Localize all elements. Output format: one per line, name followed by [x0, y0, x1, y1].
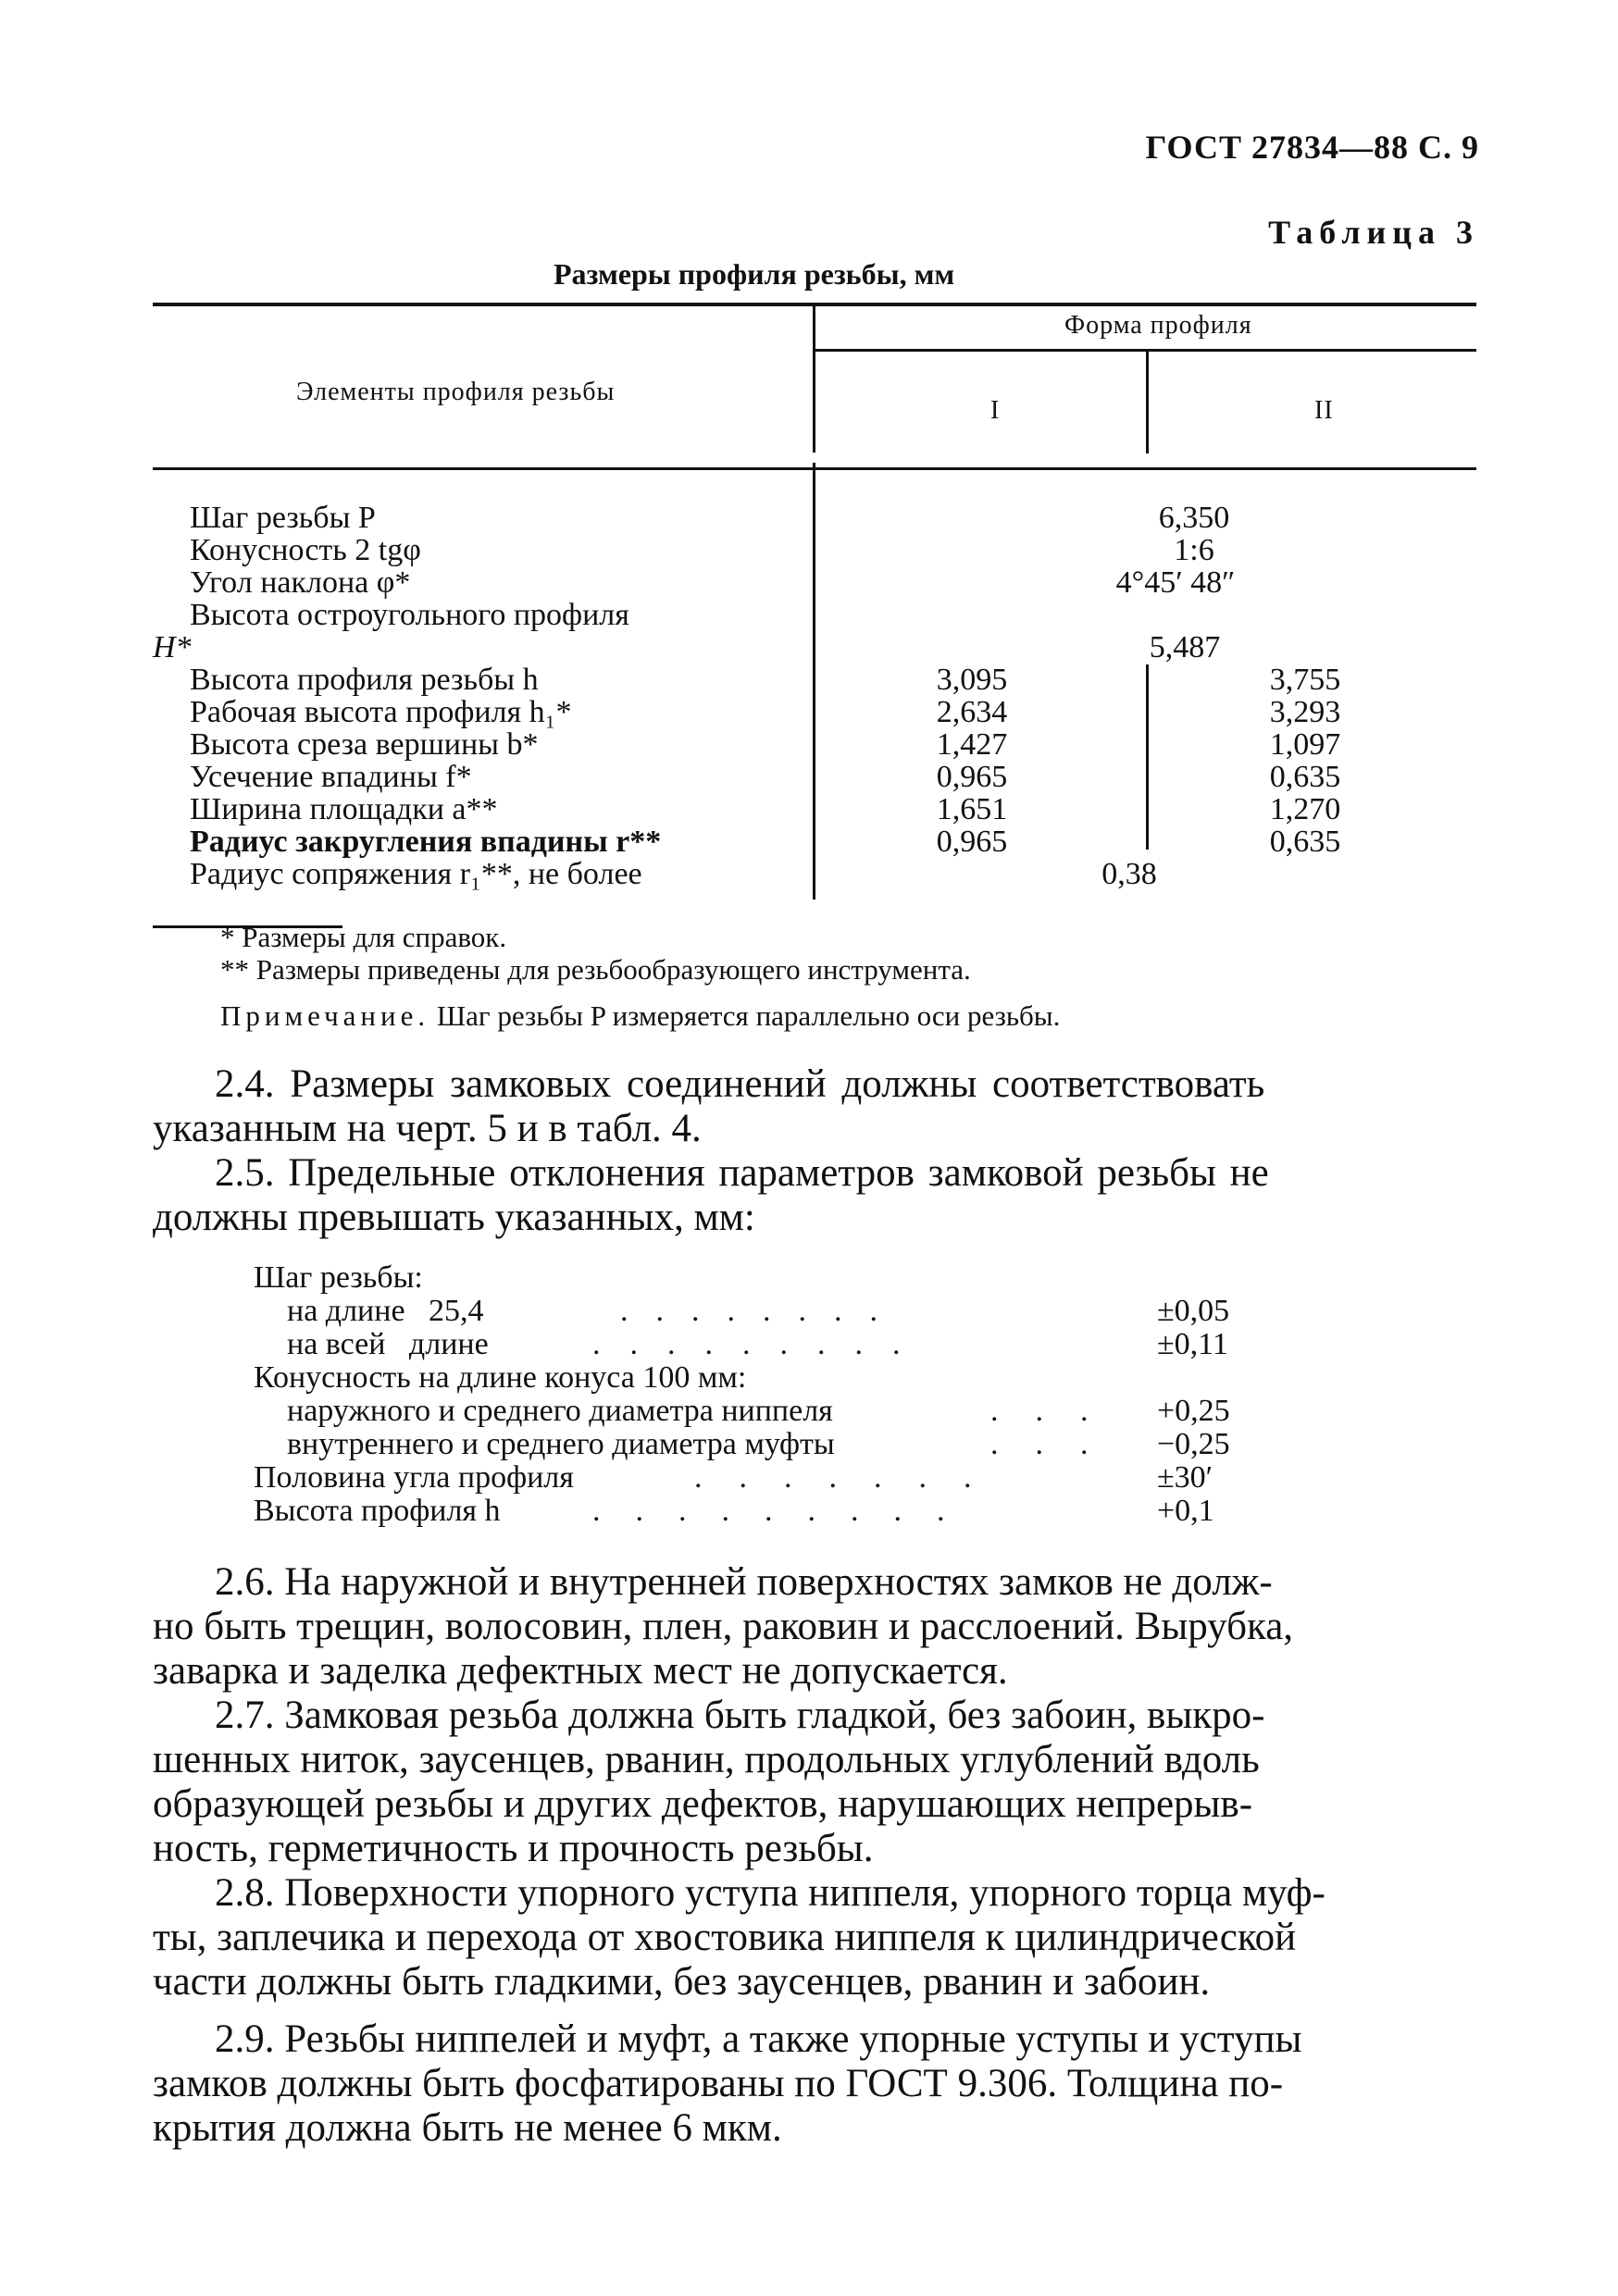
leader-dots: ....... [694, 1460, 1009, 1495]
page-header: ГОСТ 27834—88 С. 9 [1145, 129, 1479, 166]
tolerance-label: на длине 25,4 [287, 1294, 484, 1328]
row-value-I: 3,095 [936, 663, 1008, 697]
row-name: Рабочая высота профиля h₁* [190, 695, 572, 729]
clause-2-5-line-2: должны превышать указанных, мм: [153, 1196, 755, 1239]
row-common-value: 5,487 [1149, 630, 1221, 664]
clause-2-9-line-3: крытия должна быть не менее 6 мкм. [153, 2106, 782, 2150]
clause-2-8-line-2: ты, заплечика и перехода от хвостовика ниппеля к цилиндрической [153, 1916, 1297, 1959]
row-value-I: 0,965 [936, 825, 1008, 859]
body-column-divider [1146, 664, 1149, 850]
row-value-II: 0,635 [1269, 825, 1341, 859]
tolerance-label: Половина угла профиля [254, 1460, 574, 1495]
clause-2-7-line-1: 2.7. Замковая резьба должна быть гладкой, без забоин, выкро- [215, 1694, 1265, 1737]
table-main-divider [813, 303, 815, 453]
tolerance-label: Высота профиля h [254, 1494, 501, 1528]
row-name-cont: H* [153, 630, 192, 664]
row-value-II: 1,270 [1269, 792, 1341, 826]
row-name: Высота остроугольного профиля [190, 598, 629, 632]
row-name: Усечение впадины f* [190, 760, 472, 794]
row-value-II: 3,293 [1269, 695, 1341, 729]
row-name: Радиус закругления впадины r** [190, 825, 662, 859]
clause-2-4-line-2: указанным на черт. 5 и в табл. 4. [153, 1107, 702, 1150]
row-common-value: 6,350 [1158, 501, 1230, 535]
clause-2-9-line-2: замков должны быть фосфатированы по ГОСТ 9.306. Толщина по- [153, 2062, 1284, 2105]
footnote-2: ** Размеры приведены для резьбообразующего инструмента. [220, 953, 971, 986]
clause-2-6-line-2: но быть трещин, волосовин, плен, раковин и расслоений. Вырубка, [153, 1605, 1294, 1648]
row-name: Шаг резьбы P [190, 501, 376, 535]
table-note [220, 999, 1060, 1033]
form-column-divider [1146, 352, 1149, 453]
tolerance-label: Конусность на длине конуса 100 мм: [254, 1360, 747, 1395]
row-name: Радиус сопряжения r₁**, не более [190, 857, 642, 891]
row-name: Ширина площадки a** [190, 792, 498, 826]
row-value-I: 0,965 [936, 760, 1008, 794]
row-name: Высота среза вершины b* [190, 727, 539, 762]
tolerance-label: наружного и среднего диаметра ниппеля [287, 1394, 833, 1428]
leader-dots: ........ [620, 1294, 905, 1328]
clause-2-8-line-3: части должны быть гладкими, без заусенцев, рванин и забоин. [153, 1960, 1211, 2004]
row-name: Конусность 2 tgφ [190, 533, 421, 567]
clause-2-6-line-1: 2.6. На наружной и внутренней поверхностях замков не долж- [215, 1560, 1273, 1604]
table-title: Размеры профиля резьбы, мм [554, 257, 955, 291]
tolerance-value: ±30′ [1157, 1460, 1214, 1495]
clause-2-9-line-1: 2.9. Резьбы ниппелей и муфт, а также упорные уступы и уступы [215, 2017, 1302, 2061]
row-name: Высота профиля резьбы h [190, 663, 539, 697]
tolerance-value: −0,25 [1157, 1427, 1230, 1461]
footnote-1: * Размеры для справок. [220, 921, 507, 953]
leader-dots: ... [990, 1427, 1126, 1461]
row-value-II: 3,755 [1269, 663, 1341, 697]
row-common-value: 4°45′ 48″ [1115, 565, 1236, 600]
clause-2-4-line-1: 2.4. Размеры замковых соединений должны соответствовать [215, 1062, 1265, 1106]
tolerance-value: +0,25 [1157, 1394, 1230, 1428]
tolerance-value: ±0,11 [1157, 1327, 1228, 1361]
tolerance-label: внутреннего и среднего диаметра муфты [287, 1427, 835, 1461]
clause-2-7-line-4: ность, герметичность и прочность резьбы. [153, 1827, 874, 1870]
col-form-I: I [990, 396, 1001, 425]
row-name: Угол наклона φ* [190, 565, 411, 600]
clause-2-8-line-1: 2.8. Поверхности упорного уступа ниппеля, упорного торца муф- [215, 1871, 1326, 1915]
leader-dots: ......... [592, 1327, 930, 1361]
row-value-II: 0,635 [1269, 760, 1341, 794]
row-value-II: 1,097 [1269, 727, 1341, 762]
tolerance-label: на всей длине [287, 1327, 489, 1361]
table-body-divider [813, 463, 815, 900]
clause-2-5-line-1: 2.5. Предельные отклонения параметров замковой резьбы не [215, 1151, 1269, 1195]
col-elements-header: Элементы профиля резьбы [296, 378, 616, 406]
clause-2-7-line-2: шенных ниток, заусенцев, рванин, продольных углублений вдоль [153, 1738, 1260, 1781]
clause-2-7-line-3: образующей резьбы и других дефектов, нарушающих непрерыв- [153, 1782, 1253, 1826]
tolerance-label: Шаг резьбы: [254, 1260, 423, 1295]
row-value-I: 1,427 [936, 727, 1008, 762]
leader-dots: ......... [592, 1494, 980, 1528]
table-label: Таблица 3 [1268, 214, 1479, 251]
tolerance-value: +0,1 [1157, 1494, 1214, 1528]
col-form-II: II [1314, 396, 1334, 425]
tolerance-value: ±0,05 [1157, 1294, 1230, 1328]
row-value-I: 2,634 [936, 695, 1008, 729]
row-value-I: 1,651 [936, 792, 1008, 826]
col-form-header: Форма профиля [1064, 311, 1252, 340]
leader-dots: ... [990, 1394, 1126, 1428]
clause-2-6-line-3: заварка и заделка дефектных мест не допускается. [153, 1649, 1008, 1693]
note-text: Шаг резьбы P измеряется параллельно оси резьбы. [436, 999, 1061, 1032]
note-label: Примечание. [220, 999, 430, 1032]
row-common-value: 1:6 [1174, 533, 1214, 567]
row-common-value: 0,38 [1101, 857, 1157, 891]
